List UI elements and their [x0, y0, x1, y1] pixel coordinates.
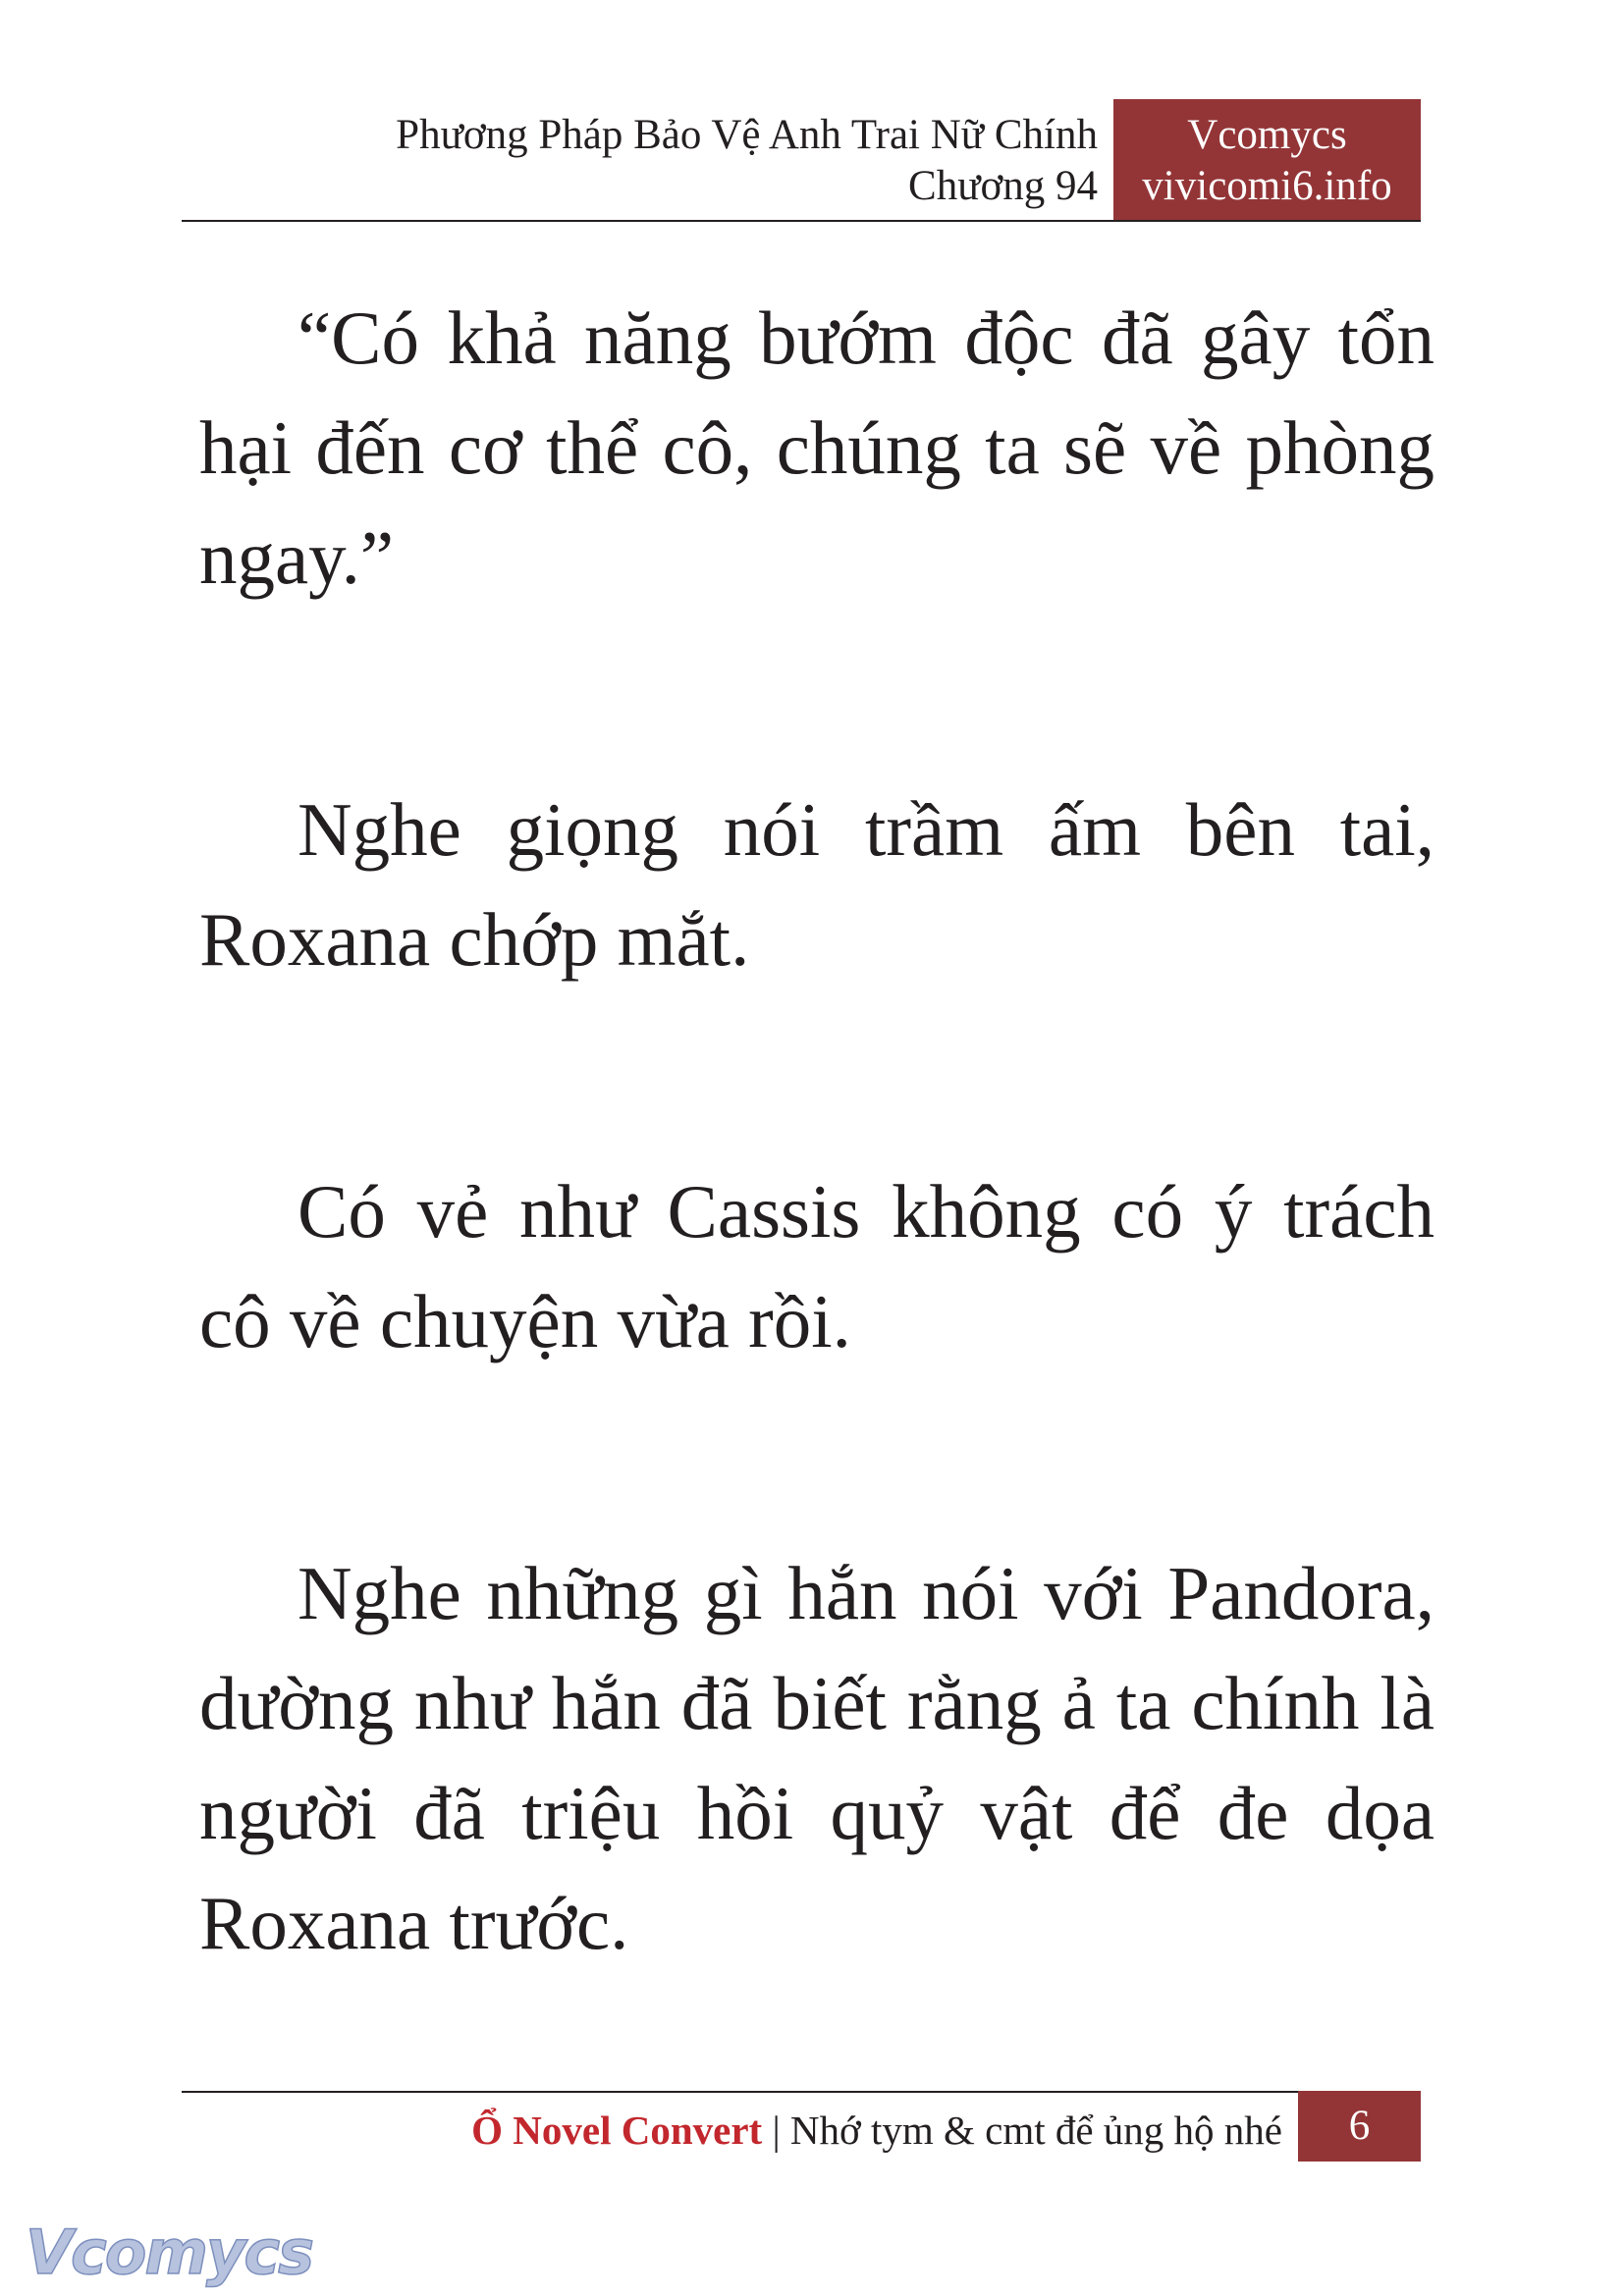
chapter-label: Chương 94: [908, 163, 1098, 209]
footer-brand: Ổ Novel Convert: [471, 2108, 763, 2153]
page-footer: [471, 2101, 1282, 2160]
book-title: Phương Pháp Bảo Vệ Anh Trai Nữ Chính: [396, 112, 1098, 158]
header-title-block: [396, 110, 1098, 212]
paragraph: Nghe giọng nói trầm ấm bên tai, Roxana chớp mắt.: [199, 787, 1435, 982]
watermark-logo: Vcomycs: [26, 2216, 313, 2288]
footer-divider: [182, 2091, 1421, 2093]
paragraph: Nghe những gì hắn nói với Pandora, dường như hắn đã biết rằng ả ta chính là người đã triệu hồi quỷ vật để đe dọa Roxana trước.: [199, 1551, 1435, 1965]
footer-note: Nhớ tym & cmt để ủng hộ nhé: [789, 2108, 1282, 2153]
chapter-body: [199, 283, 1435, 1978]
site-name: Vcomycs: [1187, 112, 1347, 158]
header-divider: [182, 220, 1421, 222]
footer-separator: |: [762, 2108, 790, 2153]
site-url: vivicomi6.info: [1142, 163, 1392, 209]
site-badge: [1113, 99, 1421, 221]
page-number: 6: [1298, 2091, 1421, 2162]
paragraph: “Có khả năng bướm độc đã gây tổn hại đến cơ thể cô, chúng ta sẽ về phòng ngay.”: [199, 295, 1435, 600]
paragraph: Có vẻ như Cassis không có ý trách cô về chuyện vừa rồi.: [199, 1169, 1435, 1363]
page-header: [0, 0, 1624, 224]
